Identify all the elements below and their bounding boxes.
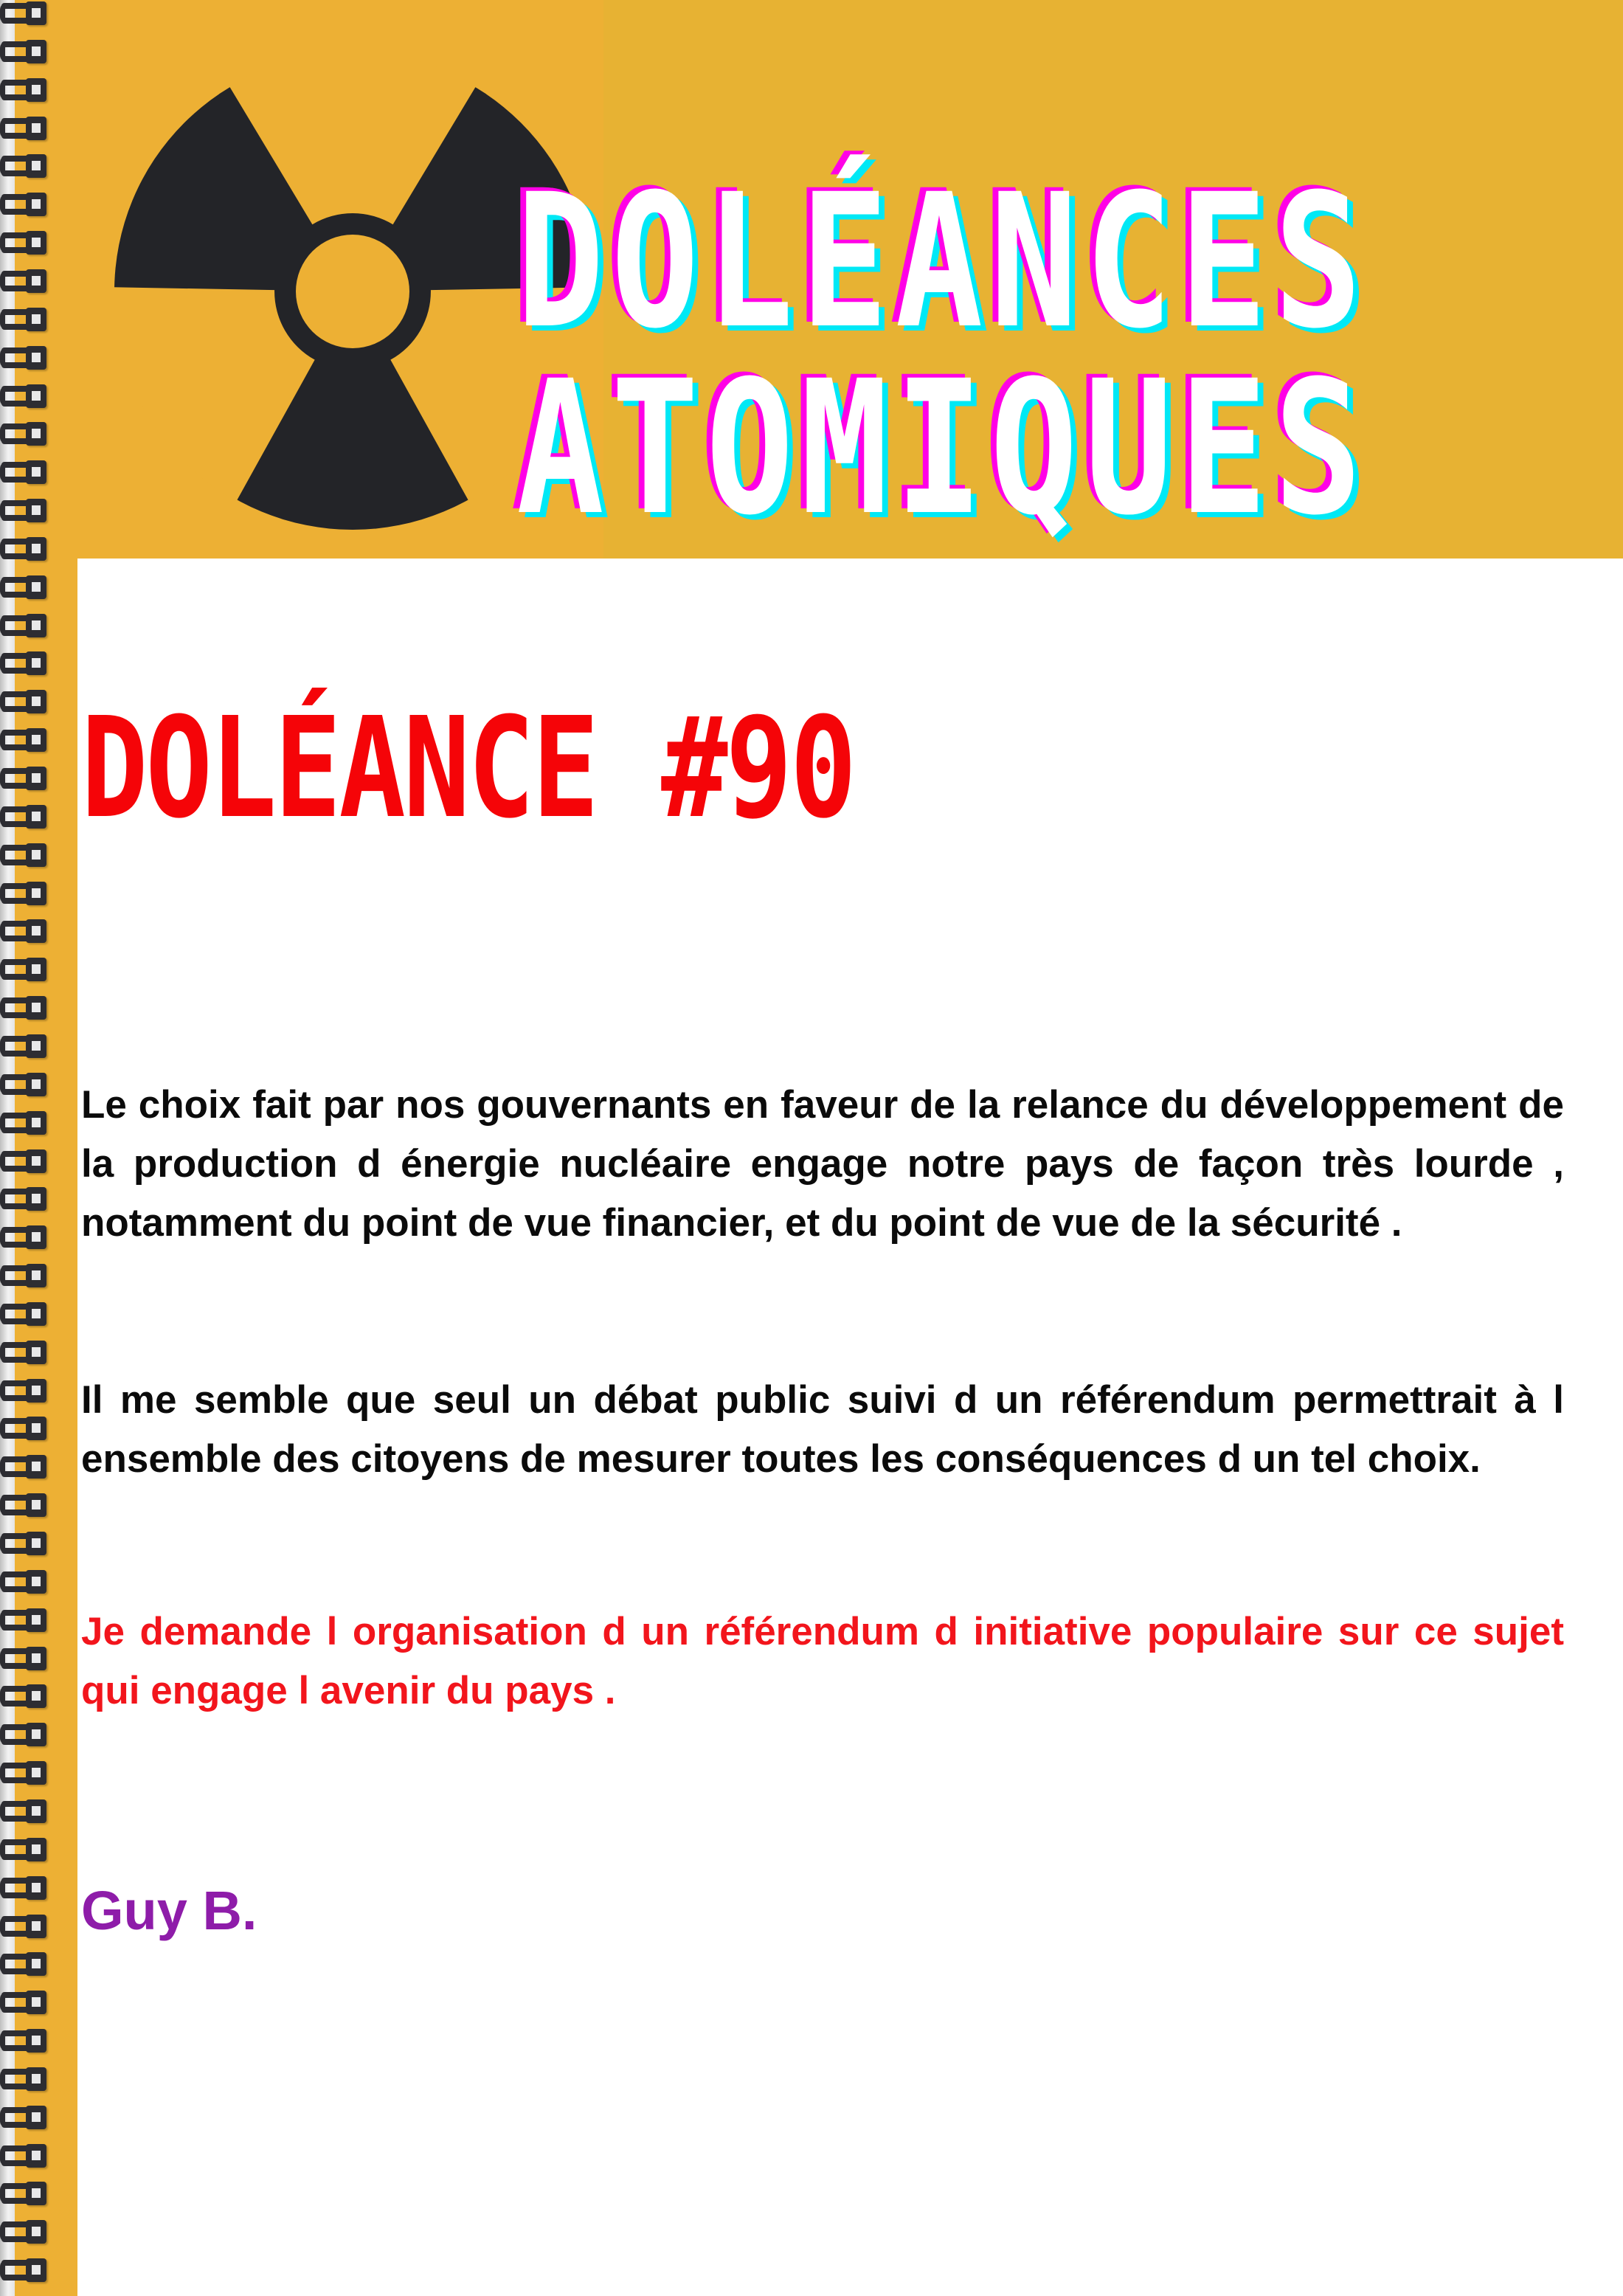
paragraph-1: Le choix fait par nos gouvernants en faveur de la relance du développement de la production d énergie nucléaire engage notre pays de façon très lourde , notamment du point de vue financier, et du point de vue de la sécurité . xyxy=(81,1083,1564,1245)
doleance-heading: DOLÉANCE #90 xyxy=(81,688,855,849)
site-title-line2: ATOMIQUES xyxy=(516,341,1369,556)
paragraph-2: Il me semble que seul un débat public suivi d un référendum permettrait à l ensemble des citoyens de mesurer toutes les conséquences d un tel choix. xyxy=(81,1378,1564,1481)
demand-paragraph: Je demande l organisation d un référendum d initiative populaire sur ce sujet qui engage l avenir du pays . xyxy=(81,1610,1564,1712)
site-title-line1: DOLÉANCES xyxy=(516,154,1369,369)
signature: Guy B. xyxy=(81,1880,257,1941)
